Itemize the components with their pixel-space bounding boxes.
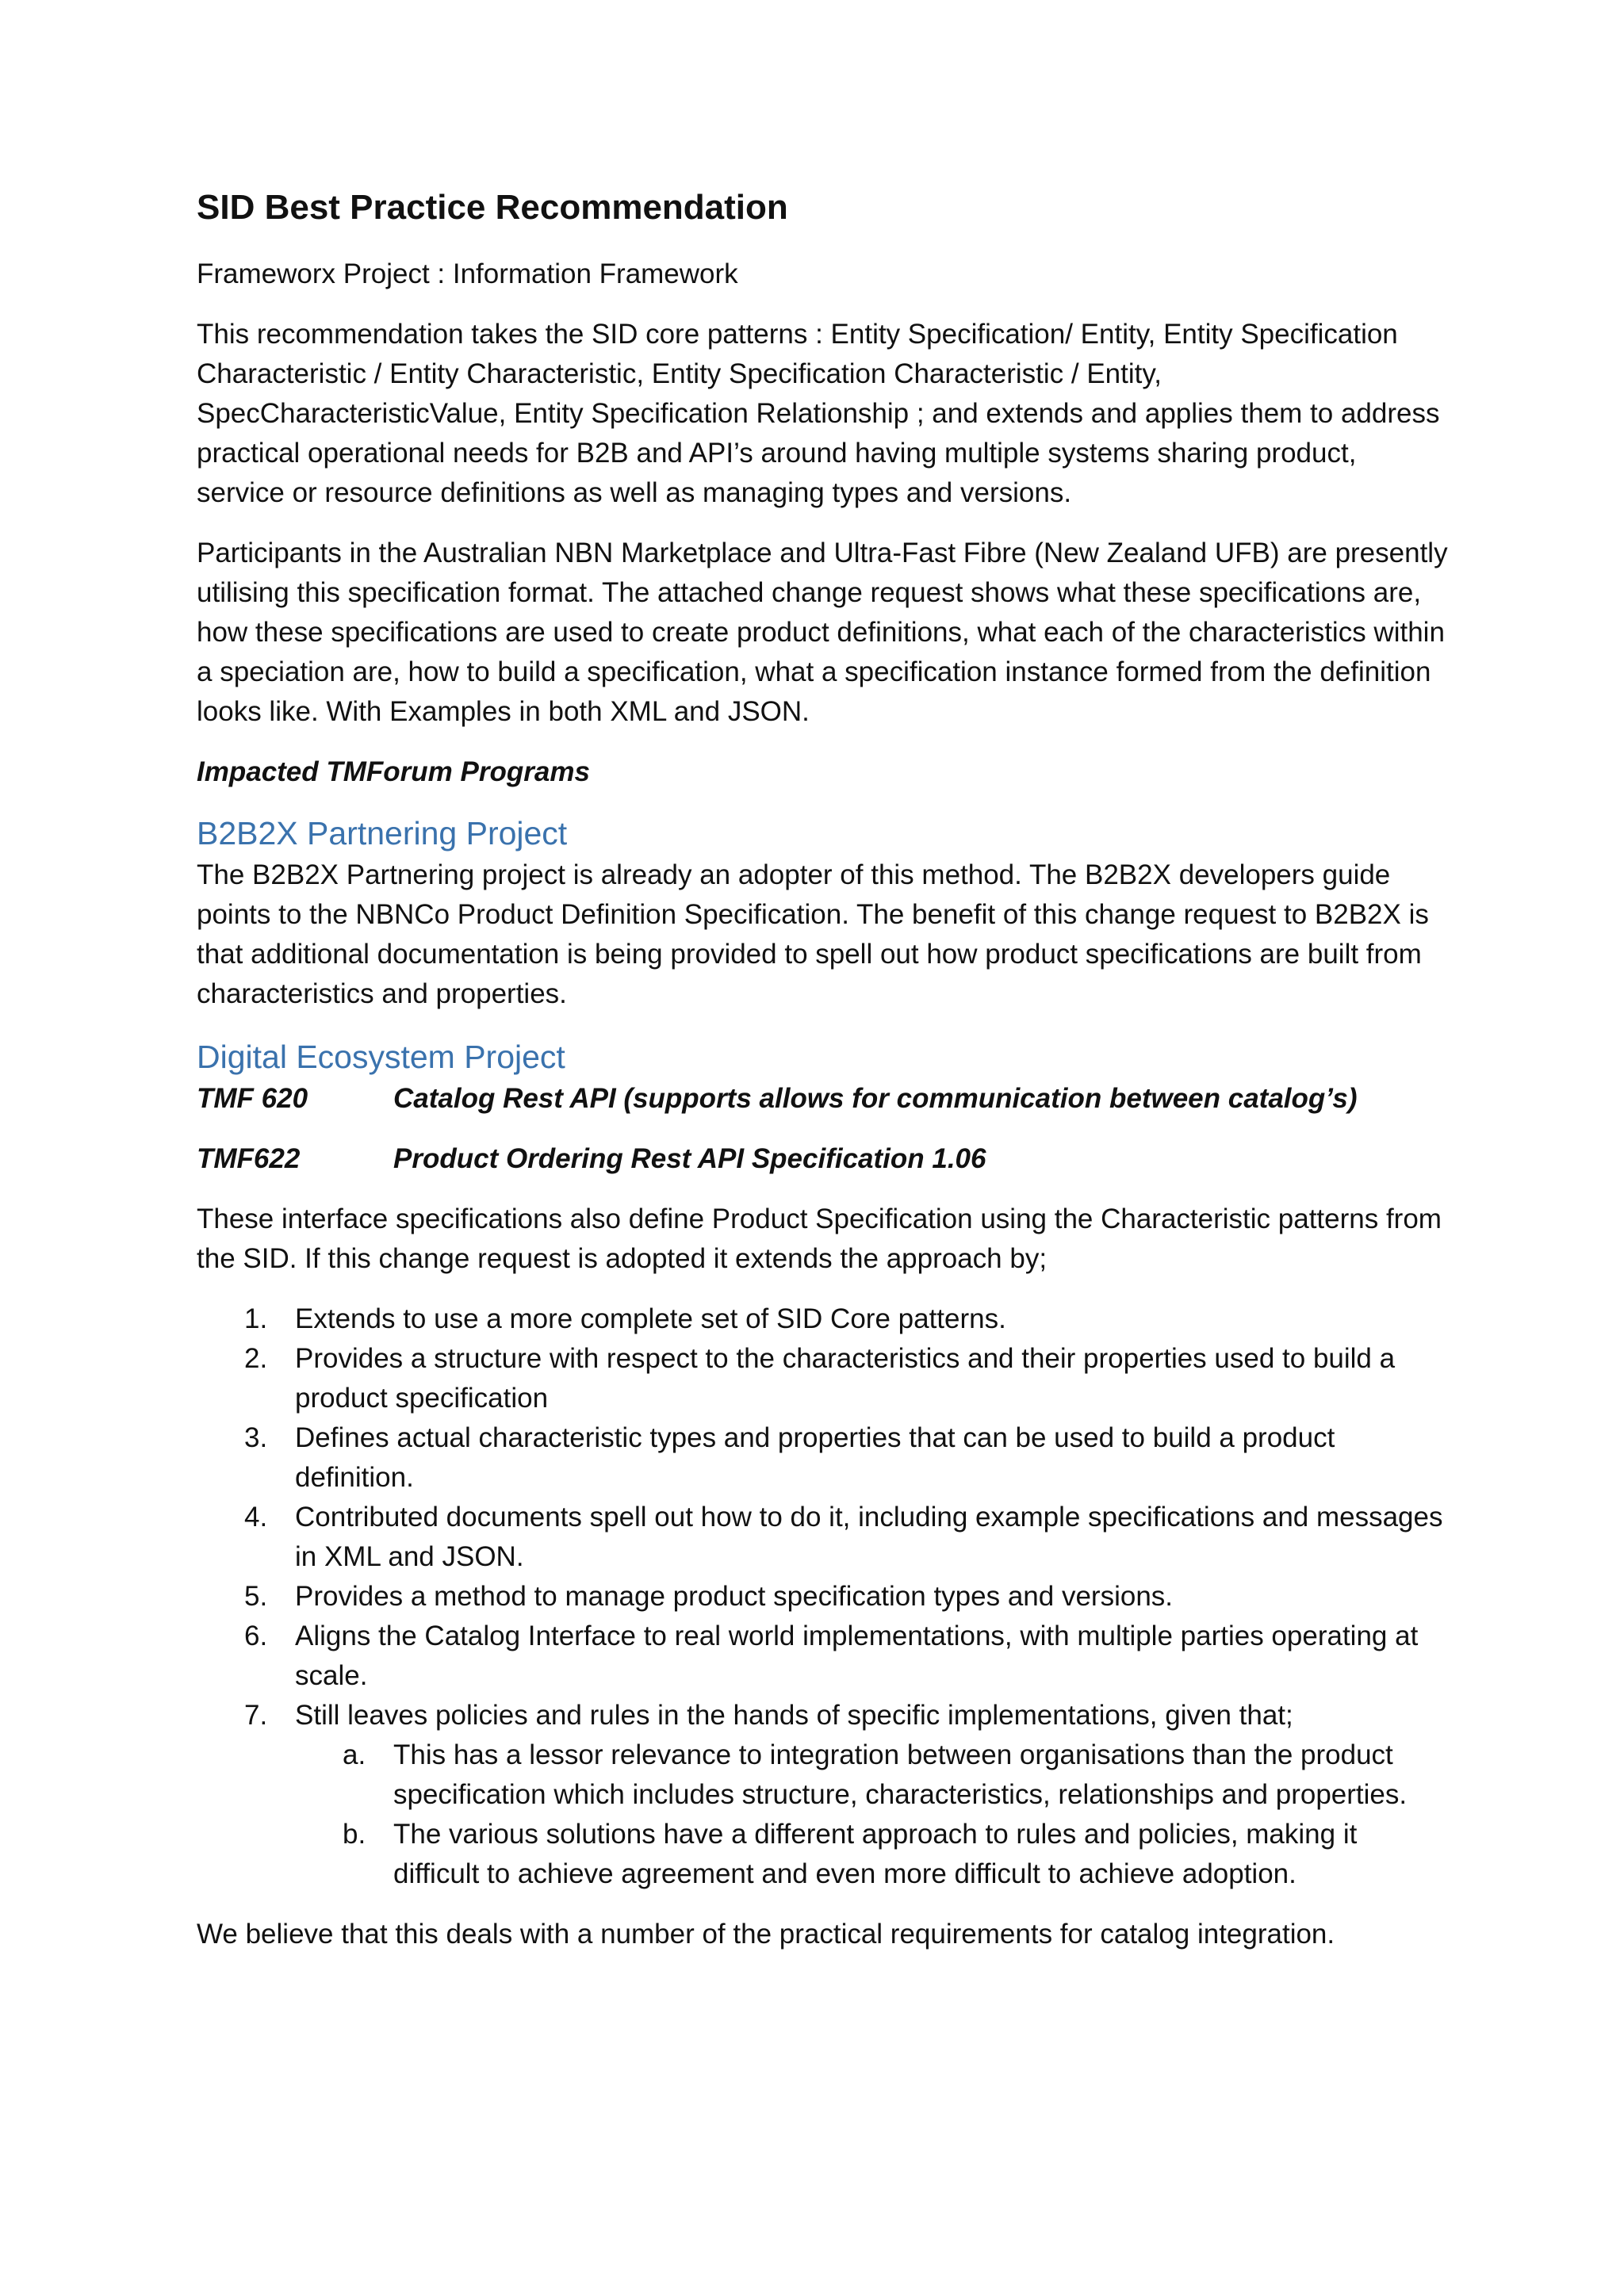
list-item [197, 1696, 1450, 1894]
interface-paragraph: These interface specifications also define Product Specification using the Characteristic patterns from the SID. If this change request is adopted it extends the approach by; [197, 1203, 1442, 1274]
spec-row-tmf622 [197, 1139, 1450, 1179]
list-item [197, 1299, 1450, 1339]
spec-row-tmf620 [197, 1079, 1450, 1119]
list-item [197, 1498, 1450, 1577]
sub-list-letter: b. [343, 1818, 366, 1850]
list-text: Aligns the Catalog Interface to real world implementations, with multiple parties operating at scale. [295, 1620, 1419, 1691]
list-item [197, 1617, 1450, 1696]
sub-list [295, 1735, 1450, 1894]
list-text: Provides a method to manage product specification types and versions. [295, 1580, 1174, 1612]
document-page [197, 187, 1450, 1975]
extension-list [197, 1299, 1450, 1894]
sub-list-letter: a. [343, 1739, 366, 1770]
sub-list-text: The various solutions have a different approach to rules and policies, making it difficult to achieve agreement and even more difficult to achieve adoption. [393, 1818, 1358, 1889]
sub-list-item [295, 1735, 1450, 1815]
b2b2x-heading: B2B2X Partnering Project [197, 814, 568, 851]
list-number: 2. [244, 1342, 268, 1374]
spec-name: Product Ordering Rest API Specification 1.06 [393, 1142, 986, 1174]
list-text: Provides a structure with respect to the characteristics and their properties used to build a product specification [295, 1342, 1396, 1414]
list-number: 4. [244, 1501, 268, 1533]
list-text: Contributed documents spell out how to do it, including example specifications and messages in XML and JSON. [295, 1501, 1443, 1572]
b2b2x-paragraph: The B2B2X Partnering project is already an adopter of this method. The B2B2X developers guide points to the NBNCo Product Definition Specification. The benefit of this change request to B2B2X is that additional documentation is being provided to spell out how product specifications are built from characteristics and properties. [197, 859, 1429, 1009]
participants-paragraph: Participants in the Australian NBN Marketplace and Ultra-Fast Fibre (New Zealand UFB) are presently utilising this specification format. The attached change request shows what these specifications are, how these specifications are used to create product definitions, what each of the characteristics within a speciation are, how to build a specification, what a specification instance formed from the definition looks like. With Examples in both XML and JSON. [197, 537, 1448, 727]
impacted-heading: Impacted TMForum Programs [197, 756, 590, 787]
list-number: 1. [244, 1303, 268, 1334]
sub-list-text: This has a lessor relevance to integration between organisations than the product specification which includes structure, characteristics, relationships and properties. [393, 1739, 1408, 1810]
list-text: Still leaves policies and rules in the hands of specific implementations, given that; [295, 1699, 1293, 1731]
spec-code: TMF 620 [197, 1082, 308, 1114]
spec-code: TMF622 [197, 1142, 301, 1174]
list-item [197, 1577, 1450, 1617]
list-number: 5. [244, 1580, 268, 1612]
intro-paragraph: This recommendation takes the SID core patterns : Entity Specification/ Entity, Entity Specification Characteristic / Entity Characteristic, Entity Specification Characteristic / Entity, SpecCharacteristicValue, Entity Specification Relationship ; and extends and applies them to address practical operational needs for B2B and API’s around having multiple systems sharing product, service or resource definitions as well as managing types and versions. [197, 318, 1440, 508]
spec-name: Catalog Rest API (supports allows for communication between catalog’s) [393, 1082, 1358, 1114]
list-number: 3. [244, 1422, 268, 1453]
sub-list-item [295, 1815, 1450, 1894]
list-text: Extends to use a more complete set of SID Core patterns. [295, 1303, 1006, 1334]
list-number: 7. [244, 1699, 268, 1731]
list-item [197, 1418, 1450, 1498]
list-item [197, 1339, 1450, 1418]
project-line: Frameworx Project : Information Framework [197, 258, 738, 289]
conclusion-paragraph: We believe that this deals with a number of the practical requirements for catalog integration. [197, 1918, 1335, 1950]
list-number: 6. [244, 1620, 268, 1651]
digital-ecosystem-heading: Digital Ecosystem Project [197, 1038, 565, 1075]
page-title: SID Best Practice Recommendation [197, 188, 788, 227]
list-text: Defines actual characteristic types and properties that can be used to build a product definition. [295, 1422, 1335, 1493]
